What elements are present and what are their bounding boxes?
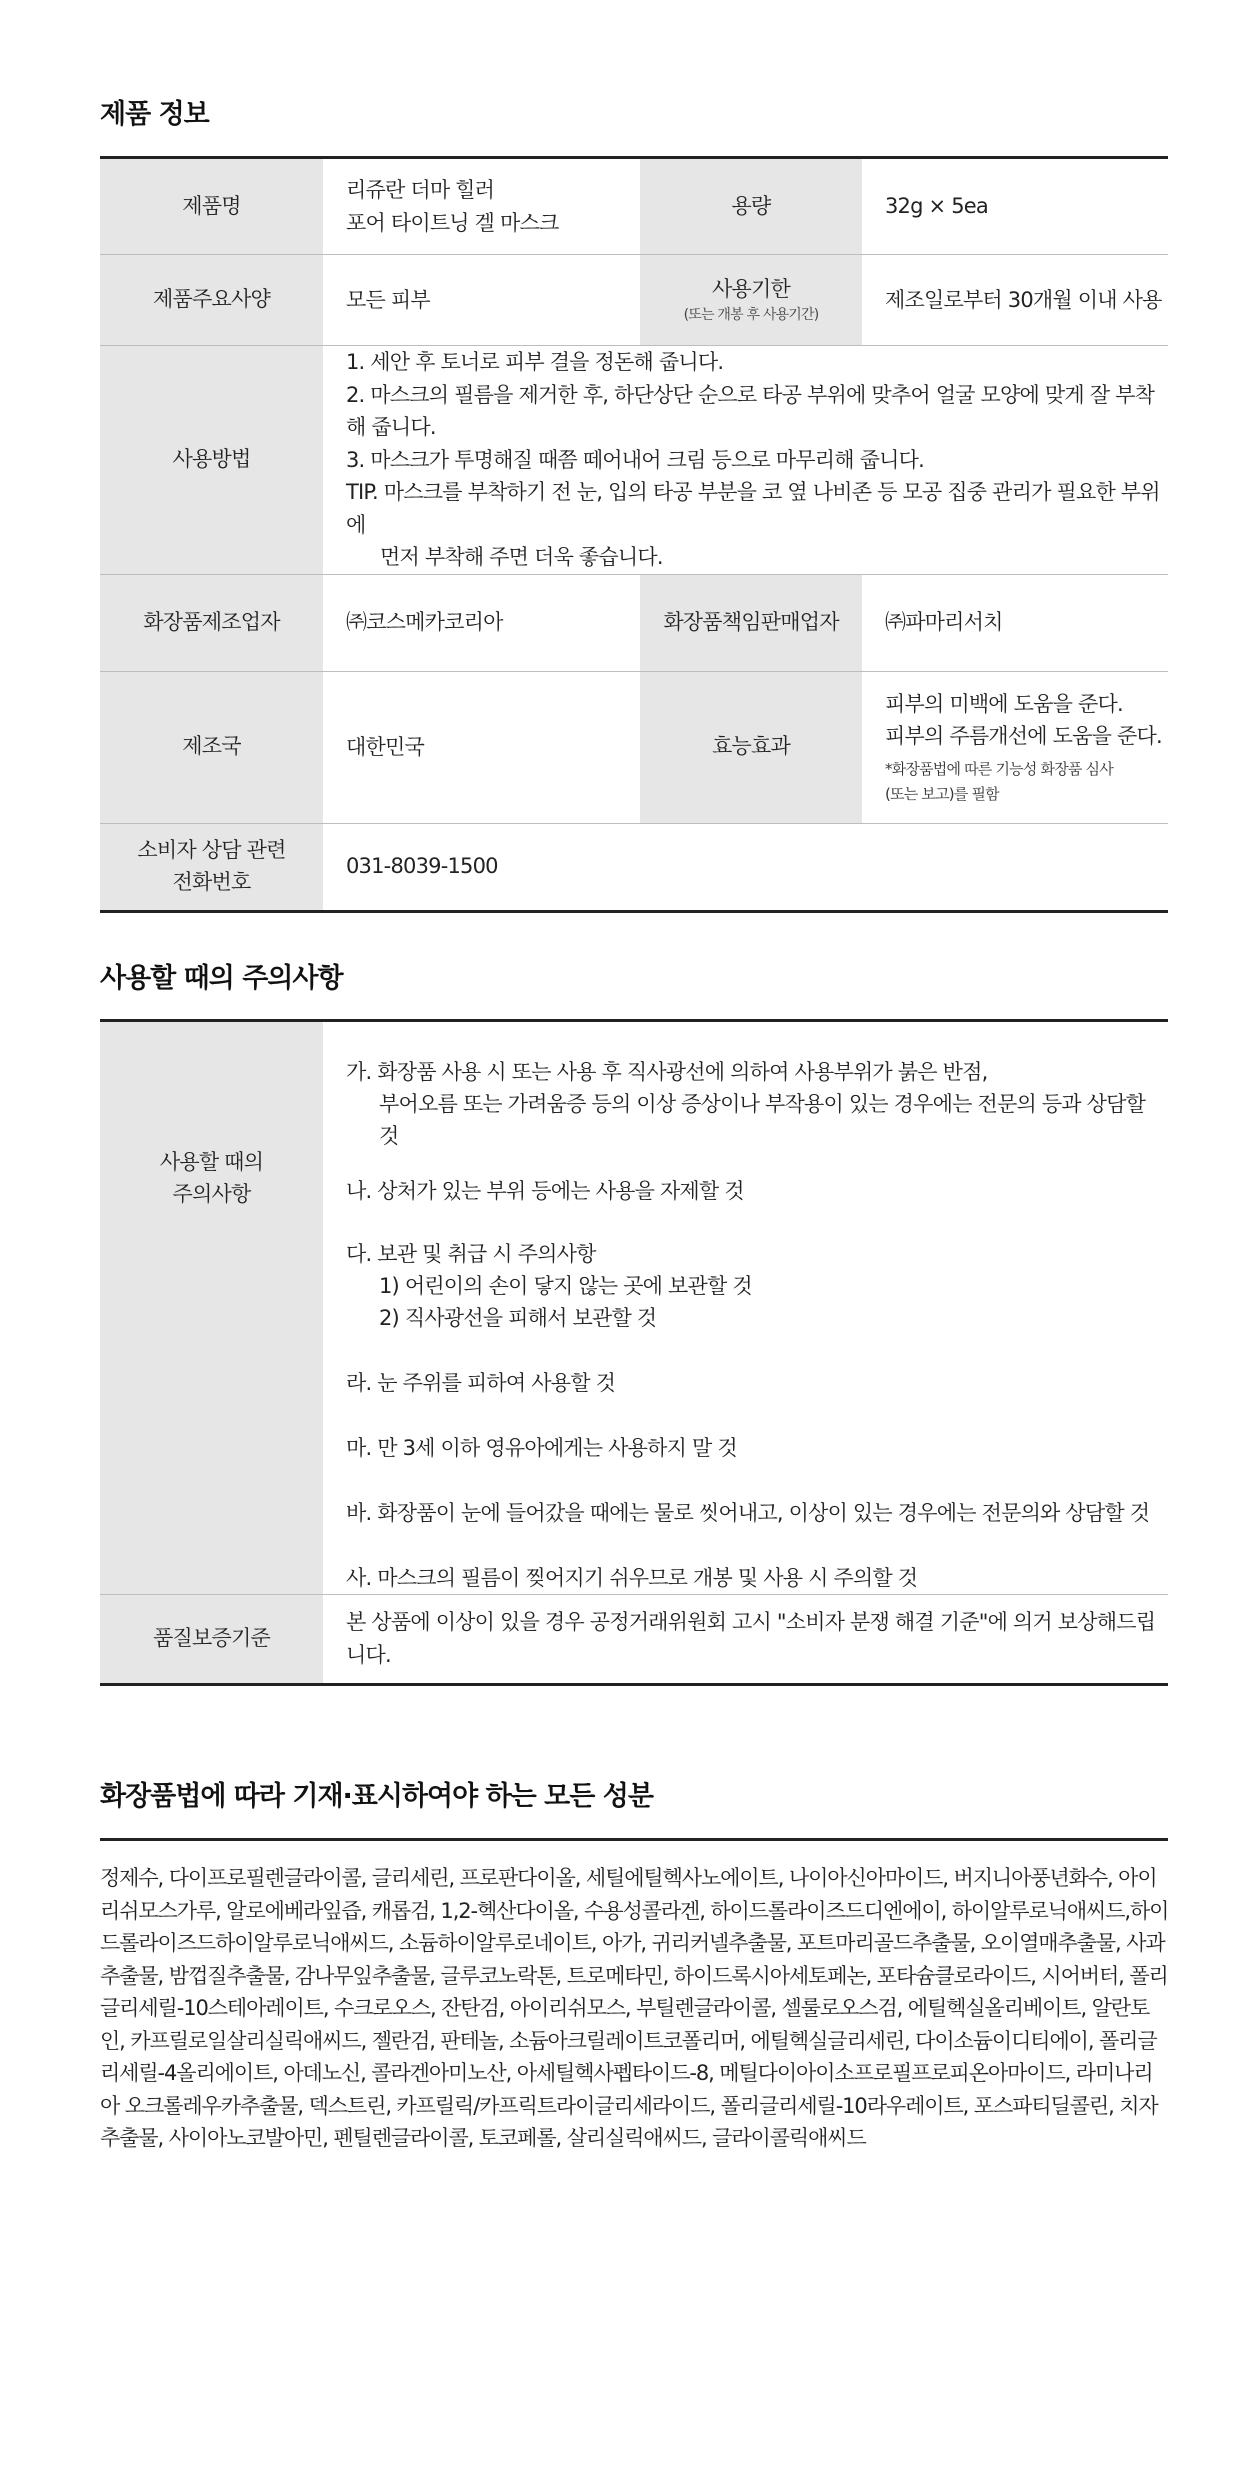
row-maker-seller	[100, 574, 1168, 671]
caution-item-ra: 라. 눈 주위를 피하여 사용할 것	[346, 1371, 616, 1395]
usage-tip-cont: 먼저 부착해 주면 더욱 좋습니다.	[380, 545, 663, 569]
caution-item-da: 다. 보관 및 취급 시 주의사항	[346, 1242, 596, 1266]
skin-value: 모든 피부	[323, 255, 640, 346]
caution-item-da-1: 1) 어린이의 손이 닿지 않는 곳에 보관할 것	[379, 1274, 752, 1298]
phone-value: 031-8039-1500	[323, 823, 1168, 911]
product-info-table	[100, 156, 1168, 913]
row-country-effect	[100, 671, 1168, 823]
skin-label: 제품주요사양	[100, 255, 323, 346]
usage-label: 사용방법	[100, 346, 323, 575]
phone-label	[100, 823, 323, 911]
caution-list	[323, 1021, 1168, 1595]
expiry-sub-label: (또는 개봉 후 사용기간)	[683, 307, 819, 324]
caution-item-ba: 바. 화장품이 눈에 들어갔을 때에는 물로 씻어내고, 이상이 있는 경우에는 전문의와 상담할 것	[346, 1501, 1150, 1525]
quality-value: 본 상품에 이상이 있을 경우 공정거래위원회 고시 "소비자 분쟁 해결 기준"에 의거 보상해드립니다.	[323, 1595, 1168, 1685]
caution-item-da-2: 2) 직사광선을 피해서 보관할 것	[379, 1306, 657, 1330]
effect-line-2: 피부의 주름개선에 도움을 준다.	[885, 724, 1162, 749]
country-value: 대한민국	[323, 671, 640, 823]
volume-value: 32g × 5ea	[862, 158, 1168, 255]
expiry-value: 제조일로부터 30개월 이내 사용	[862, 255, 1168, 346]
quality-label: 품질보증기준	[100, 1595, 323, 1685]
row-skin-expiry	[100, 255, 1168, 346]
country-label: 제조국	[100, 671, 323, 823]
row-phone	[100, 823, 1168, 911]
phone-label-line-1: 소비자 상담 관련	[137, 838, 286, 862]
caution-item-na: 나. 상처가 있는 부위 등에는 사용을 자제할 것	[346, 1179, 744, 1203]
effect-line-1: 피부의 미백에 도움을 준다.	[885, 691, 1123, 716]
expiry-label-cell	[640, 255, 862, 346]
caution-label	[100, 1021, 323, 1595]
name-line-2: 포어 타이트닝 겔 마스크	[346, 210, 559, 235]
product-info-title: 제품 정보	[100, 99, 209, 130]
seller-label: 화장품책임판매업자	[640, 574, 862, 671]
name-line-1: 리쥬란 더마 힐러	[346, 177, 495, 202]
row-caution	[100, 1021, 1168, 1595]
seller-value: ㈜파마리서치	[862, 574, 1168, 671]
ingredients-divider	[100, 1838, 1168, 1841]
effect-note-1: *화장품법에 따른 기능성 화장품 심사	[885, 759, 1113, 778]
usage-tip: TIP. 마스크를 부착하기 전 눈, 입의 타공 부분을 코 옆 나비존 등 모공 집중 관리가 필요한 부위에	[346, 480, 1160, 537]
caution-table	[100, 1019, 1168, 1686]
caution-label-line-2: 주의사항	[172, 1181, 251, 1206]
usage-step-2: 2. 마스크의 필름을 제거한 후, 하단상단 순으로 타공 부위에 맞추어 얼굴 모양에 맞게 잘 부착해 줍니다.	[346, 382, 1155, 439]
caution-item-sa: 사. 마스크의 필름이 찢어지기 쉬우므로 개봉 및 사용 시 주의할 것	[346, 1566, 918, 1590]
phone-label-line-2: 전화번호	[172, 869, 251, 894]
name-label: 제품명	[100, 158, 323, 255]
caution-label-line-1: 사용할 때의	[159, 1150, 264, 1174]
volume-label: 용량	[640, 158, 862, 255]
caution-title: 사용할 때의 주의사항	[100, 963, 343, 994]
effect-label: 효능효과	[640, 671, 862, 823]
effect-note-2: (또는 보고)를 필함	[885, 784, 999, 803]
name-value	[323, 158, 640, 255]
expiry-label: 사용기한	[712, 276, 790, 301]
caution-item-ma: 마. 만 3세 이하 영유아에게는 사용하지 말 것	[346, 1436, 737, 1460]
maker-value: ㈜코스메카코리아	[323, 574, 640, 671]
caution-item-ga-cont: 부어오름 또는 가려움증 등의 이상 증상이나 부작용이 있는 경우에는 전문의 등과 상담할 것	[379, 1092, 1146, 1148]
row-quality	[100, 1595, 1168, 1685]
row-usage	[100, 346, 1168, 575]
effect-value	[862, 671, 1168, 823]
ingredients-list: 정제수, 다이프로필렌글라이콜, 글리세린, 프로판다이올, 세틸에틸헥사노에이트, 나이아신아마이드, 버지니아풍년화수, 아이리쉬모스가루, 알로에베라잎즙, 캐롭검, 1,2-헥산다이올, 수용성콜라겐, 하이드롤라이즈드디엔에이, 하이알루로닉애씨드,하이드롤라이즈드하이알루로닉애씨드, 소듐하이알루로네이트, 아가, 귀리커넬추출물, 포트마리골드추출물, 오이열매추출물, 사과추출물, 밤껍질추출물, 감나무잎추출물, 글루코노락톤, 트로메타민, 하이드록시아세토페논, 포타슘클로라이드, 시어버터, 폴리글리세릴-10스테아레이트, 수크로오스, 잔탄검, 아이리쉬모스, 부틸렌글라이콜, 셀룰로오스검, 에틸헥실올리베이트, 알란토인, 카프릴로일살리실릭애씨드, 젤란검, 판테놀, 소듐아크릴레이트코폴리머, 에틸헥실글리세린, 다이소듐이디티에이, 폴리글리세릴-4올리에이트, 아데노신, 콜라겐아미노산, 아세틸헥사펩타이드-8, 메틸다이아이소프로필프로피온아마이드, 라미나리아 오크롤레우카추출물, 덱스트린, 카프릴릭/카프릭트라이글리세라이드, 폴리글리세릴-10라우레이트, 포스파티딜콜린, 치자추출물, 사이아노코발아민, 펜틸렌글라이콜, 토코페롤, 살리실릭애씨드, 글라이콜릭애씨드	[100, 1866, 1169, 2150]
usage-step-1: 1. 세안 후 토너로 피부 결을 정돈해 줍니다.	[346, 350, 724, 374]
maker-label: 화장품제조업자	[100, 574, 323, 671]
usage-step-3: 3. 마스크가 투명해질 때쯤 떼어내어 크림 등으로 마무리해 줍니다.	[346, 447, 924, 472]
caution-item-ga: 가. 화장품 사용 시 또는 사용 후 직사광선에 의하여 사용부위가 붉은 반점,	[346, 1060, 988, 1084]
usage-steps	[323, 346, 1168, 575]
ingredients-title: 화장품법에 따라 기재·표시하여야 하는 모든 성분	[100, 1781, 653, 1812]
row-name-volume	[100, 158, 1168, 255]
